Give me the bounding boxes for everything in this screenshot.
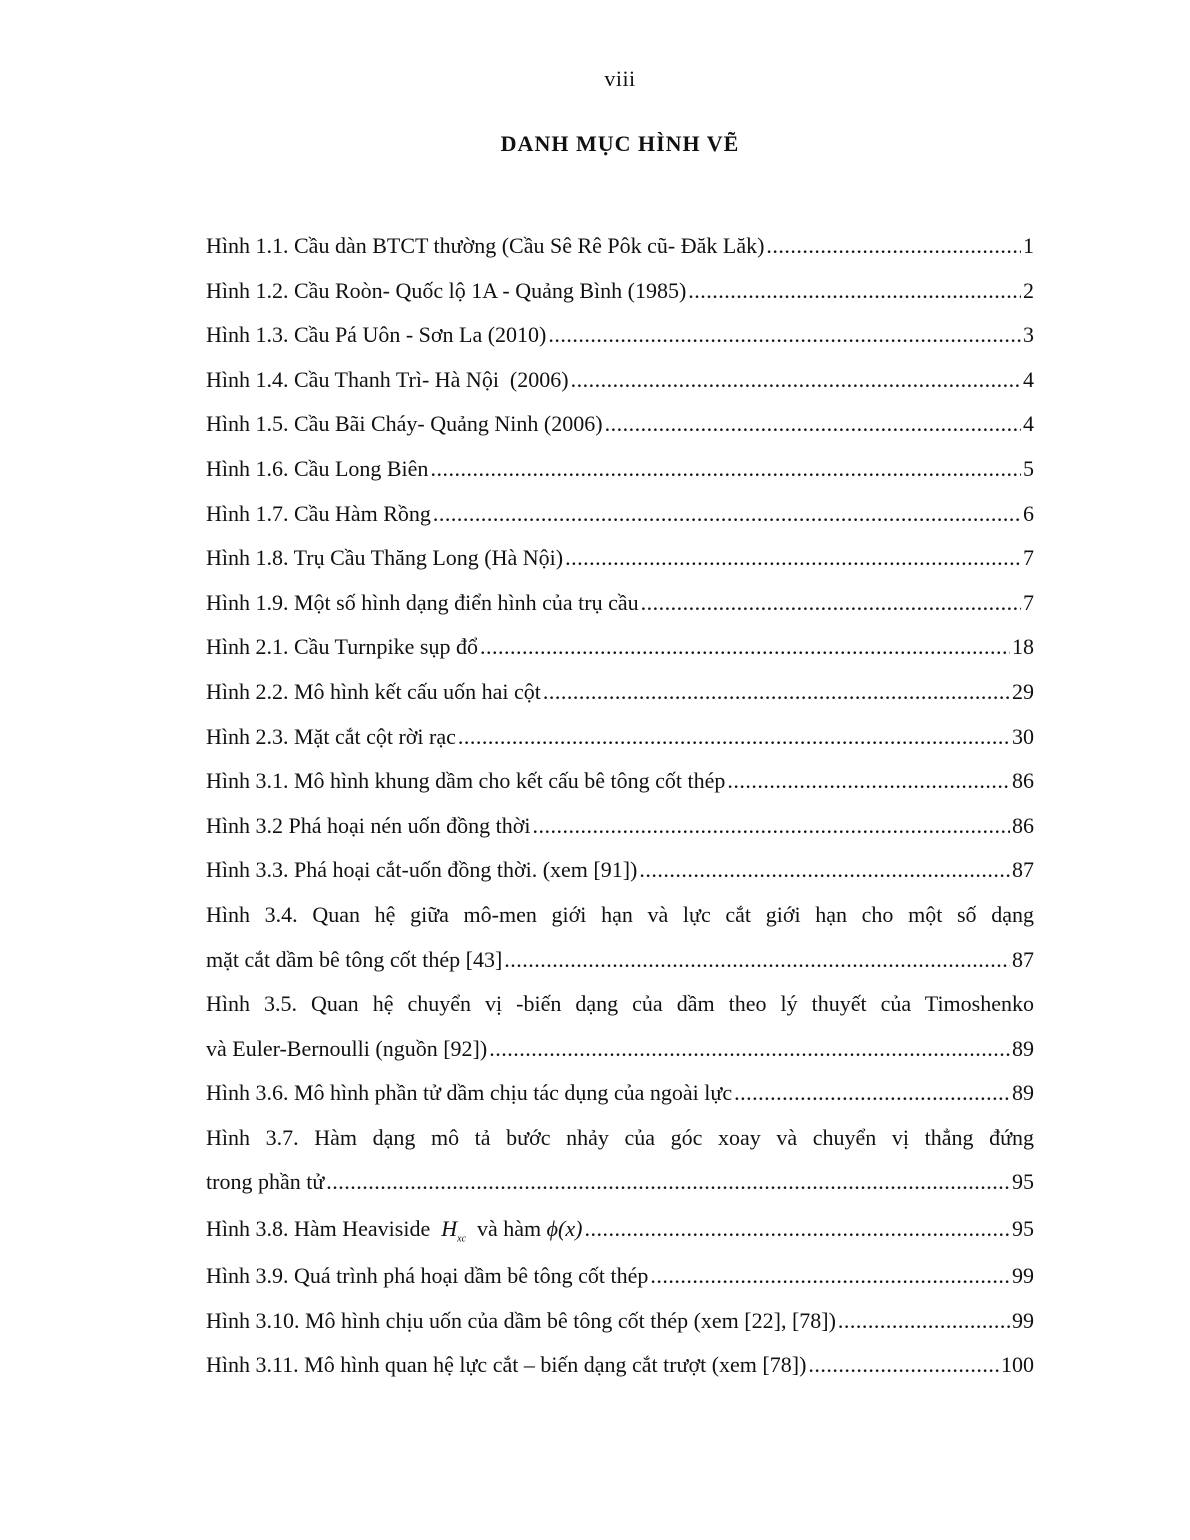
entry-text: Hình 3.8. Hàm Heaviside	[206, 1216, 431, 1242]
entry-text: Hình 1.9. Một số hình dạng điển hình của trụ cầu	[206, 589, 639, 615]
entry-page: 95	[1012, 1169, 1034, 1195]
entry-text: Hình 2.3. Mặt cắt cột rời rạc	[206, 723, 456, 749]
entry-page: 7	[1023, 545, 1034, 571]
dot-leader	[584, 1207, 1010, 1251]
dot-leader	[838, 1301, 1010, 1341]
entry-page: 87	[1012, 946, 1034, 972]
toc-entry	[206, 984, 1034, 1073]
toc-entry	[206, 850, 1034, 895]
entry-page: 2	[1023, 277, 1034, 303]
page-title: DANH MỤC HÌNH VẼ	[500, 131, 740, 156]
dot-leader	[808, 1345, 999, 1385]
entry-text: Hình 1.5. Cầu Bãi Cháy- Quảng Ninh (2006)	[206, 411, 603, 437]
entry-page: 7	[1023, 589, 1034, 615]
entry-text: Hình 3.2 Phá hoại nén uốn đồng thời	[206, 812, 531, 838]
entry-page: 4	[1023, 366, 1034, 392]
entry-page: 95	[1012, 1216, 1034, 1242]
dot-leader	[688, 271, 1021, 311]
toc-entry	[206, 271, 1034, 316]
toc-entry	[206, 1345, 1034, 1390]
dot-leader	[548, 315, 1021, 355]
toc-entry	[206, 360, 1034, 405]
entry-text: Hình 2.2. Mô hình kết cấu uốn hai cột	[206, 678, 541, 704]
toc-entry	[206, 226, 1034, 271]
toc-entry	[206, 806, 1034, 851]
entry-text: Hình 3.6. Mô hình phần tử dầm chịu tác dụng của ngoài lực	[206, 1080, 733, 1106]
entry-text-line1: Hình 3.5. Quan hệ chuyển vị -biến dạng của dầm theo lý thuyết của Timoshenko	[206, 991, 1034, 1017]
dot-leader	[533, 806, 1011, 846]
toc-entry	[206, 672, 1034, 717]
dot-leader	[727, 761, 1010, 801]
dot-leader	[734, 1073, 1010, 1113]
toc-entry	[206, 1118, 1034, 1207]
dot-leader	[458, 717, 1010, 757]
entry-text: Hình 3.3. Phá hoại cắt-uốn đồng thời. (xem [91])	[206, 857, 638, 883]
toc-entry	[206, 315, 1034, 360]
entry-page: 29	[1012, 678, 1034, 704]
toc-entry	[206, 627, 1034, 672]
entry-page: 3	[1023, 322, 1034, 348]
dot-leader	[650, 1256, 1010, 1296]
entry-page: 89	[1012, 1080, 1034, 1106]
entry-text: Hình 1.6. Cầu Long Biên	[206, 455, 429, 481]
toc-entry	[206, 404, 1034, 449]
heaviside-symbol: $H_{xc}$	[441, 1216, 467, 1245]
entry-page: 6	[1023, 500, 1034, 526]
dot-leader	[605, 404, 1021, 444]
dot-leader	[641, 583, 1021, 623]
entry-page: 87	[1012, 857, 1034, 883]
entry-text: Hình 1.3. Cầu Pá Uôn - Sơn La (2010)	[206, 322, 547, 348]
entry-page: 99	[1012, 1307, 1034, 1333]
entry-page: 86	[1012, 812, 1034, 838]
entry-text-mid: và hàm	[477, 1216, 542, 1242]
dot-leader	[480, 627, 1010, 667]
entry-page: 100	[1001, 1352, 1034, 1378]
toc-entry	[206, 1301, 1034, 1346]
entry-page: 18	[1012, 634, 1034, 660]
dot-leader	[766, 226, 1021, 266]
dot-leader	[433, 494, 1021, 534]
toc-entry	[206, 717, 1034, 762]
entry-text: và Euler-Bernoulli (nguồn [92])	[206, 1035, 488, 1061]
entry-text: Hình 1.1. Cầu dàn BTCT thường (Cầu Sê Rê Pôk cũ- Đăk Lăk)	[206, 233, 765, 258]
dot-leader	[639, 850, 1010, 890]
entry-text: mặt cắt dầm bê tông cốt thép [43]	[206, 946, 503, 972]
page-number: viii	[604, 66, 636, 91]
toc-entry	[206, 1256, 1034, 1301]
entry-text: Hình 2.1. Cầu Turnpike sụp đổ	[206, 634, 478, 660]
entry-text: Hình 1.4. Cầu Thanh Trì- Hà Nội (2006)	[206, 366, 569, 392]
entry-page: 5	[1023, 455, 1034, 481]
entry-page: 30	[1012, 723, 1034, 749]
entry-text: trong phần tử	[206, 1169, 325, 1195]
dot-leader	[326, 1162, 1010, 1202]
entry-text: Hình 1.2. Cầu Roòn- Quốc lộ 1A - Quảng Bình (1985)	[206, 277, 687, 303]
dot-leader	[430, 449, 1021, 489]
figure-list	[206, 226, 1034, 1390]
toc-entry	[206, 449, 1034, 494]
entry-page: 89	[1012, 1035, 1034, 1061]
entry-text-group	[206, 1207, 582, 1261]
entry-text-line1: Hình 3.4. Quan hệ giữa mô-men giới hạn và lực cắt giới hạn cho một số dạng	[206, 901, 1034, 927]
entry-text: Hình 3.9. Quá trình phá hoại dầm bê tông cốt thép	[206, 1263, 649, 1289]
dot-leader	[565, 538, 1021, 578]
entry-page: 1	[1023, 233, 1034, 258]
dot-leader	[504, 940, 1010, 980]
dot-leader	[571, 360, 1021, 400]
toc-entry	[206, 494, 1034, 539]
toc-entry	[206, 761, 1034, 806]
toc-entry	[206, 895, 1034, 984]
entry-text: Hình 1.7. Cầu Hàm Rồng	[206, 500, 431, 526]
entry-page: 99	[1012, 1263, 1034, 1289]
entry-text: Hình 3.1. Mô hình khung dầm cho kết cấu bê tông cốt thép	[206, 768, 726, 794]
toc-entry	[206, 1073, 1034, 1118]
entry-text: Hình 3.10. Mô hình chịu uốn của dầm bê tông cốt thép (xem [22], [78])	[206, 1307, 836, 1333]
entry-text: Hình 1.8. Trụ Cầu Thăng Long (Hà Nội)	[206, 545, 564, 571]
toc-entry	[206, 538, 1034, 583]
entry-page: 4	[1023, 411, 1034, 437]
toc-entry	[206, 1207, 1034, 1256]
dot-leader	[489, 1029, 1010, 1069]
toc-entry	[206, 583, 1034, 628]
phi-symbol: ϕ(x)	[546, 1216, 583, 1242]
dot-leader	[543, 672, 1010, 712]
entry-text: Hình 3.11. Mô hình quan hệ lực cắt – biến dạng cắt trượt (xem [78])	[206, 1352, 807, 1378]
entry-page: 86	[1012, 768, 1034, 794]
entry-text-line1: Hình 3.7. Hàm dạng mô tả bước nhảy của góc xoay và chuyển vị thẳng đứng	[206, 1124, 1034, 1150]
